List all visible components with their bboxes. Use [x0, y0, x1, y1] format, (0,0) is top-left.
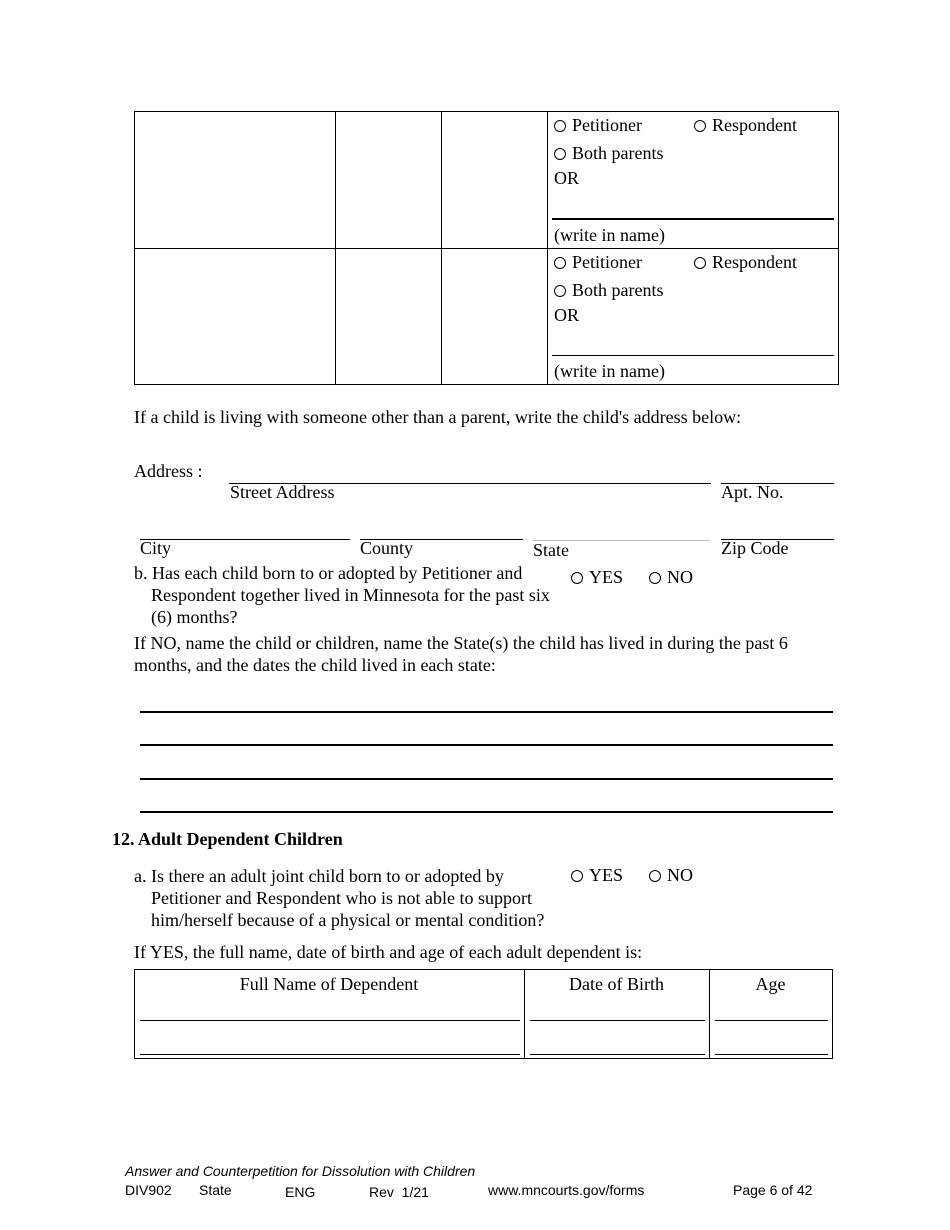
radio-circle-icon[interactable]	[554, 257, 566, 269]
radio-circle-icon[interactable]	[649, 870, 661, 882]
table-row-divider	[134, 248, 839, 249]
zip-code-label: Zip Code	[721, 538, 789, 558]
radio-respondent[interactable]: Respondent	[694, 251, 797, 273]
age-field[interactable]	[715, 1054, 828, 1055]
header-age: Age	[755, 974, 786, 994]
radio-both-parents[interactable]: Both parents	[554, 279, 664, 301]
radio-yes[interactable]: YES	[571, 566, 623, 588]
date-of-birth-field[interactable]	[530, 1020, 705, 1021]
question-b-line1: b. Has each child born to or adopted by Petitioner and	[134, 563, 523, 583]
section-12-heading: 12. Adult Dependent Children	[112, 829, 343, 849]
street-address-label: Street Address	[230, 482, 335, 502]
radio-respondent[interactable]: Respondent	[694, 114, 797, 136]
footer-website[interactable]: www.mncourts.gov/forms	[488, 1182, 645, 1198]
header-date-of-birth: Date of Birth	[569, 974, 664, 994]
radio-circle-icon[interactable]	[571, 870, 583, 882]
question-a-line2: Petitioner and Respondent who is not able to support	[151, 888, 532, 908]
or-label: OR	[554, 168, 580, 188]
table-border-left	[134, 111, 135, 385]
footer-form-title: Answer and Counterpetition for Dissolution with Children	[125, 1163, 476, 1179]
radio-no[interactable]: NO	[649, 864, 693, 886]
city-field[interactable]	[140, 539, 350, 540]
radio-circle-icon[interactable]	[571, 572, 583, 584]
header-full-name: Full Name of Dependent	[239, 974, 419, 994]
table-border-right	[832, 969, 833, 1058]
table-col-divider	[441, 111, 442, 385]
question-b-followup-line2: months, and the dates the child lived in each state:	[134, 655, 496, 675]
footer-jurisdiction: State	[199, 1182, 232, 1198]
write-in-name-field[interactable]	[552, 355, 834, 356]
radio-circle-icon[interactable]	[554, 120, 566, 132]
table-border-right	[838, 111, 839, 385]
if-yes-instruction: If YES, the full name, date of birth and age of each adult dependent is:	[134, 942, 643, 962]
state-label: State	[533, 540, 569, 560]
question-b-line3: (6) months?	[151, 607, 238, 627]
radio-circle-icon[interactable]	[554, 148, 566, 160]
radio-circle-icon[interactable]	[649, 572, 661, 584]
states-answer-line[interactable]	[140, 711, 833, 713]
states-answer-line[interactable]	[140, 811, 833, 813]
table-border-bottom	[134, 384, 839, 385]
states-answer-line[interactable]	[140, 744, 833, 746]
table-col-divider	[547, 111, 548, 385]
write-in-name-field[interactable]	[552, 218, 834, 220]
radio-circle-icon[interactable]	[694, 120, 706, 132]
apt-no-label: Apt. No.	[721, 482, 784, 502]
table-border-top	[134, 111, 839, 112]
county-label: County	[360, 538, 414, 558]
address-label: Address :	[134, 461, 203, 481]
radio-yes[interactable]: YES	[571, 864, 623, 886]
city-label: City	[140, 538, 172, 558]
radio-circle-icon[interactable]	[694, 257, 706, 269]
date-of-birth-field[interactable]	[530, 1054, 705, 1055]
radio-circle-icon[interactable]	[554, 285, 566, 297]
question-b-line2: Respondent together lived in Minnesota for the past six	[151, 585, 550, 605]
question-a-line3: him/herself because of a physical or mental condition?	[151, 910, 545, 930]
footer-form-code: DIV902	[125, 1182, 172, 1198]
radio-both-parents[interactable]: Both parents	[554, 142, 664, 164]
full-name-field[interactable]	[140, 1020, 520, 1021]
states-answer-line[interactable]	[140, 778, 833, 780]
write-in-label: (write in name)	[554, 225, 665, 245]
age-field[interactable]	[715, 1020, 828, 1021]
full-name-field[interactable]	[140, 1054, 520, 1055]
table-col-divider	[335, 111, 336, 385]
footer-page-number: Page 6 of 42	[733, 1182, 813, 1198]
radio-petitioner[interactable]: Petitioner	[554, 114, 642, 136]
radio-no[interactable]: NO	[649, 566, 693, 588]
table-border-bottom	[134, 1058, 833, 1059]
footer-revision: Rev 1/21	[369, 1184, 429, 1200]
table-border-top	[134, 969, 833, 970]
radio-petitioner[interactable]: Petitioner	[554, 251, 642, 273]
footer-language: ENG	[285, 1184, 316, 1200]
or-label: OR	[554, 305, 580, 325]
question-b-followup-line1: If NO, name the child or children, name the State(s) the child has lived in during the past 6	[134, 633, 788, 653]
write-in-label: (write in name)	[554, 361, 665, 381]
address-instruction: If a child is living with someone other than a parent, write the child's address below:	[134, 407, 742, 427]
question-a-line1: a. Is there an adult joint child born to or adopted by	[134, 866, 504, 886]
